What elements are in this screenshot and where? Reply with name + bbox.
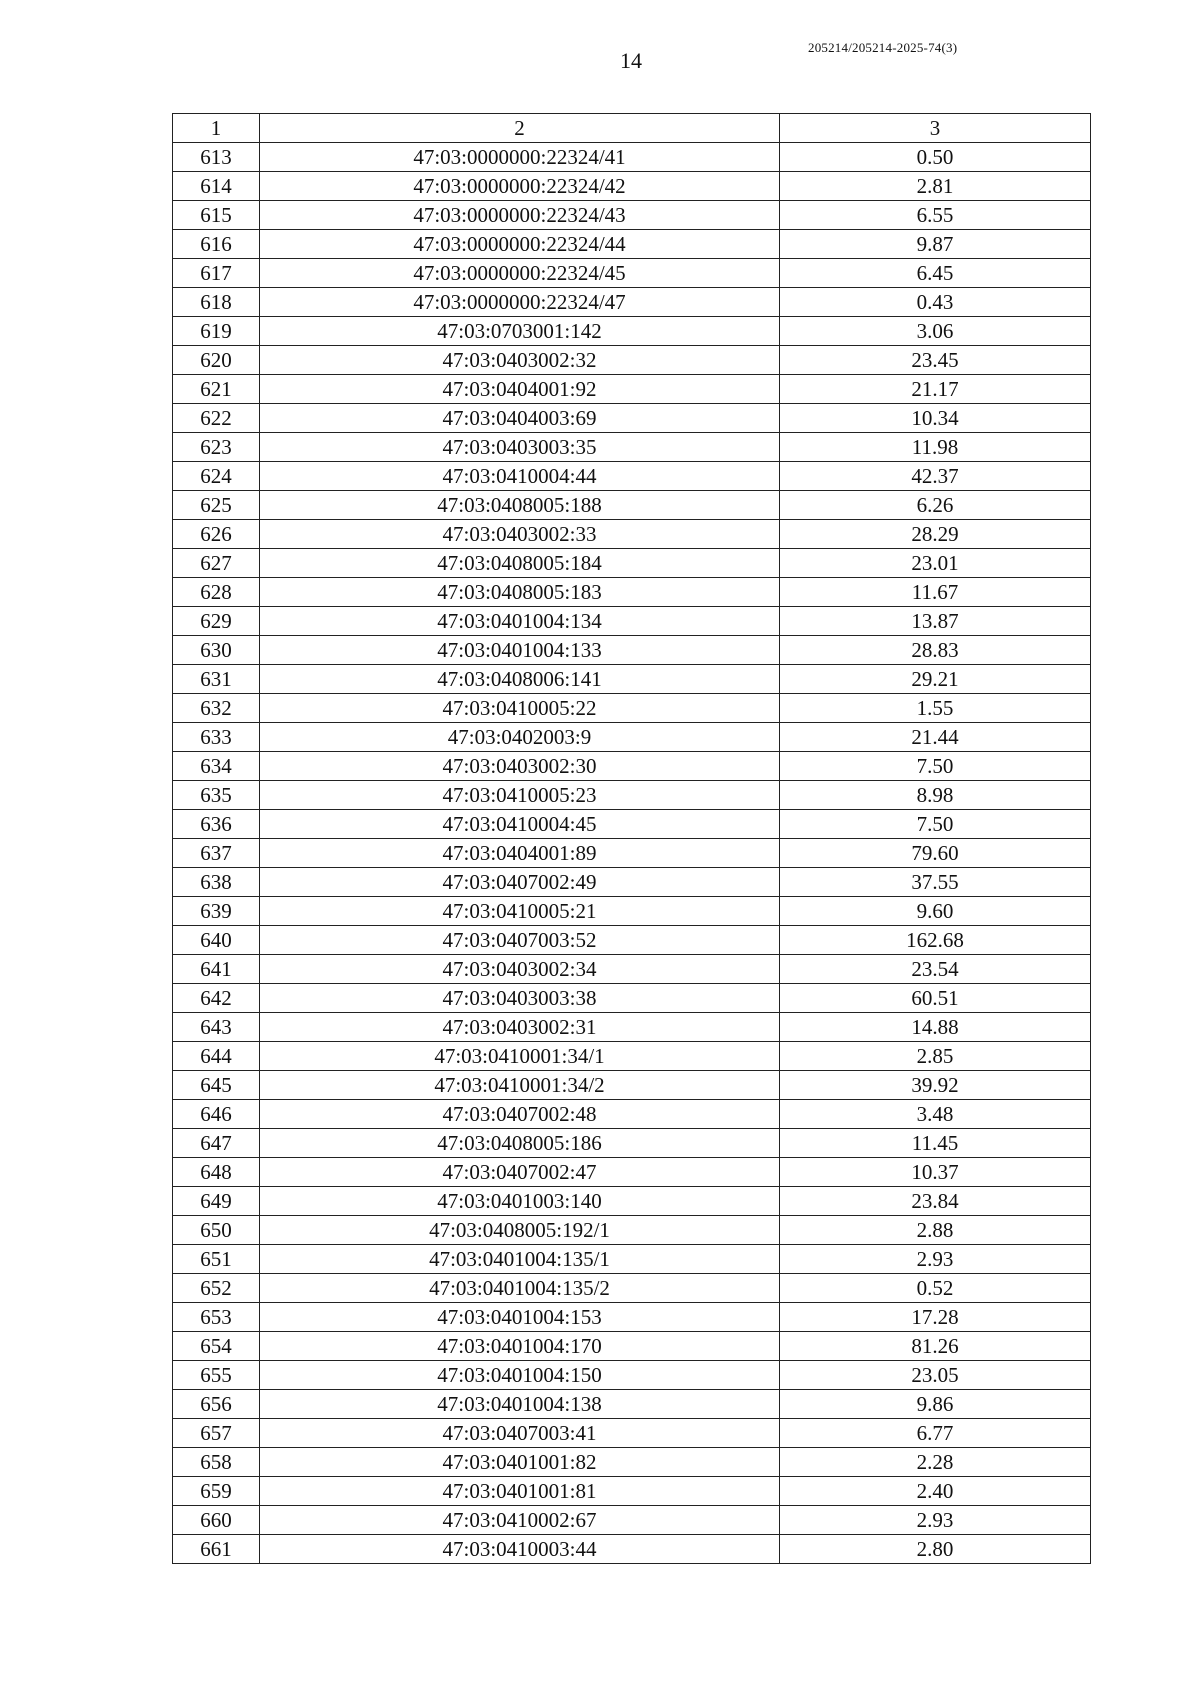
row-number-cell: 629 xyxy=(173,607,260,636)
cadastral-number-cell: 47:03:0402003:9 xyxy=(260,723,780,752)
table-row xyxy=(173,607,1091,636)
document-reference: 205214/205214-2025-74(3) xyxy=(808,40,958,55)
cadastral-number-cell: 47:03:0408005:192/1 xyxy=(260,1216,780,1245)
row-number-cell: 619 xyxy=(173,317,260,346)
row-number-cell: 622 xyxy=(173,404,260,433)
value-cell: 79.60 xyxy=(780,839,1091,868)
row-number-cell: 645 xyxy=(173,1071,260,1100)
cadastral-number-cell: 47:03:0410004:44 xyxy=(260,462,780,491)
value-cell: 14.88 xyxy=(780,1013,1091,1042)
table-row xyxy=(173,636,1091,665)
value-cell: 11.45 xyxy=(780,1129,1091,1158)
table-row xyxy=(173,1245,1091,1274)
value-cell: 10.34 xyxy=(780,404,1091,433)
row-number-cell: 633 xyxy=(173,723,260,752)
value-cell: 0.43 xyxy=(780,288,1091,317)
table-row xyxy=(173,346,1091,375)
row-number-cell: 628 xyxy=(173,578,260,607)
value-cell: 23.45 xyxy=(780,346,1091,375)
cadastral-number-cell: 47:03:0000000:22324/42 xyxy=(260,172,780,201)
table-row xyxy=(173,926,1091,955)
value-cell: 162.68 xyxy=(780,926,1091,955)
cadastral-number-cell: 47:03:0410005:22 xyxy=(260,694,780,723)
row-number-cell: 646 xyxy=(173,1100,260,1129)
cadastral-number-cell: 47:03:0401004:133 xyxy=(260,636,780,665)
table-row xyxy=(173,201,1091,230)
table-body xyxy=(173,143,1091,1564)
cadastral-number-cell: 47:03:0000000:22324/47 xyxy=(260,288,780,317)
column-header-2: 2 xyxy=(260,114,780,143)
cadastral-number-cell: 47:03:0000000:22324/44 xyxy=(260,230,780,259)
table-row xyxy=(173,549,1091,578)
cadastral-number-cell: 47:03:0401003:140 xyxy=(260,1187,780,1216)
cadastral-number-cell: 47:03:0401004:135/1 xyxy=(260,1245,780,1274)
value-cell: 17.28 xyxy=(780,1303,1091,1332)
table-row xyxy=(173,1332,1091,1361)
row-number-cell: 638 xyxy=(173,868,260,897)
table-row xyxy=(173,1303,1091,1332)
value-cell: 0.52 xyxy=(780,1274,1091,1303)
table-row xyxy=(173,172,1091,201)
row-number-cell: 623 xyxy=(173,433,260,462)
row-number-cell: 641 xyxy=(173,955,260,984)
value-cell: 3.06 xyxy=(780,317,1091,346)
cadastral-number-cell: 47:03:0403002:31 xyxy=(260,1013,780,1042)
row-number-cell: 644 xyxy=(173,1042,260,1071)
table-row xyxy=(173,665,1091,694)
row-number-cell: 637 xyxy=(173,839,260,868)
row-number-cell: 647 xyxy=(173,1129,260,1158)
row-number-cell: 617 xyxy=(173,259,260,288)
cadastral-number-cell: 47:03:0403002:30 xyxy=(260,752,780,781)
row-number-cell: 658 xyxy=(173,1448,260,1477)
cadastral-number-cell: 47:03:0404001:92 xyxy=(260,375,780,404)
value-cell: 29.21 xyxy=(780,665,1091,694)
row-number-cell: 659 xyxy=(173,1477,260,1506)
cadastral-number-cell: 47:03:0401001:81 xyxy=(260,1477,780,1506)
table-row xyxy=(173,1042,1091,1071)
value-cell: 37.55 xyxy=(780,868,1091,897)
cadastral-number-cell: 47:03:0410002:67 xyxy=(260,1506,780,1535)
row-number-cell: 624 xyxy=(173,462,260,491)
cadastral-number-cell: 47:03:0407002:49 xyxy=(260,868,780,897)
value-cell: 11.98 xyxy=(780,433,1091,462)
table-row xyxy=(173,143,1091,172)
value-cell: 21.17 xyxy=(780,375,1091,404)
table-row xyxy=(173,1477,1091,1506)
cadastral-number-cell: 47:03:0403002:32 xyxy=(260,346,780,375)
table-row xyxy=(173,1187,1091,1216)
row-number-cell: 640 xyxy=(173,926,260,955)
row-number-cell: 636 xyxy=(173,810,260,839)
cadastral-number-cell: 47:03:0403003:38 xyxy=(260,984,780,1013)
cadastral-number-cell: 47:03:0410005:21 xyxy=(260,897,780,926)
table-row xyxy=(173,984,1091,1013)
cadastral-number-cell: 47:03:0403003:35 xyxy=(260,433,780,462)
row-number-cell: 661 xyxy=(173,1535,260,1564)
value-cell: 2.80 xyxy=(780,1535,1091,1564)
cadastral-number-cell: 47:03:0408005:188 xyxy=(260,491,780,520)
value-cell: 23.84 xyxy=(780,1187,1091,1216)
table-row xyxy=(173,839,1091,868)
table-row xyxy=(173,1158,1091,1187)
value-cell: 13.87 xyxy=(780,607,1091,636)
row-number-cell: 656 xyxy=(173,1390,260,1419)
cadastral-number-cell: 47:03:0403002:34 xyxy=(260,955,780,984)
row-number-cell: 650 xyxy=(173,1216,260,1245)
value-cell: 2.28 xyxy=(780,1448,1091,1477)
row-number-cell: 627 xyxy=(173,549,260,578)
value-cell: 0.50 xyxy=(780,143,1091,172)
table-row xyxy=(173,1013,1091,1042)
cadastral-number-cell: 47:03:0408005:183 xyxy=(260,578,780,607)
value-cell: 9.87 xyxy=(780,230,1091,259)
table-row xyxy=(173,868,1091,897)
row-number-cell: 639 xyxy=(173,897,260,926)
value-cell: 2.93 xyxy=(780,1506,1091,1535)
table-header-row xyxy=(173,114,1091,143)
cadastral-number-cell: 47:03:0407002:48 xyxy=(260,1100,780,1129)
parcel-table xyxy=(172,113,1091,1564)
row-number-cell: 630 xyxy=(173,636,260,665)
value-cell: 11.67 xyxy=(780,578,1091,607)
row-number-cell: 649 xyxy=(173,1187,260,1216)
row-number-cell: 613 xyxy=(173,143,260,172)
cadastral-number-cell: 47:03:0410004:45 xyxy=(260,810,780,839)
page-number: 14 xyxy=(620,48,642,73)
cadastral-number-cell: 47:03:0407003:52 xyxy=(260,926,780,955)
value-cell: 9.60 xyxy=(780,897,1091,926)
table-row xyxy=(173,781,1091,810)
cadastral-number-cell: 47:03:0408005:186 xyxy=(260,1129,780,1158)
cadastral-number-cell: 47:03:0401004:170 xyxy=(260,1332,780,1361)
value-cell: 60.51 xyxy=(780,984,1091,1013)
cadastral-number-cell: 47:03:0404003:69 xyxy=(260,404,780,433)
cadastral-number-cell: 47:03:0410001:34/1 xyxy=(260,1042,780,1071)
table-row xyxy=(173,578,1091,607)
cadastral-number-cell: 47:03:0000000:22324/43 xyxy=(260,201,780,230)
table-row xyxy=(173,230,1091,259)
table-row xyxy=(173,810,1091,839)
table-row xyxy=(173,259,1091,288)
table-row xyxy=(173,1506,1091,1535)
row-number-cell: 642 xyxy=(173,984,260,1013)
cadastral-number-cell: 47:03:0407003:41 xyxy=(260,1419,780,1448)
row-number-cell: 635 xyxy=(173,781,260,810)
value-cell: 9.86 xyxy=(780,1390,1091,1419)
row-number-cell: 616 xyxy=(173,230,260,259)
row-number-cell: 632 xyxy=(173,694,260,723)
cadastral-number-cell: 47:03:0000000:22324/45 xyxy=(260,259,780,288)
table-row xyxy=(173,1361,1091,1390)
row-number-cell: 660 xyxy=(173,1506,260,1535)
column-header-1: 1 xyxy=(173,114,260,143)
cadastral-number-cell: 47:03:0407002:47 xyxy=(260,1158,780,1187)
cadastral-number-cell: 47:03:0410003:44 xyxy=(260,1535,780,1564)
table-row xyxy=(173,520,1091,549)
value-cell: 1.55 xyxy=(780,694,1091,723)
value-cell: 6.55 xyxy=(780,201,1091,230)
value-cell: 10.37 xyxy=(780,1158,1091,1187)
row-number-cell: 614 xyxy=(173,172,260,201)
table-row xyxy=(173,752,1091,781)
value-cell: 21.44 xyxy=(780,723,1091,752)
cadastral-number-cell: 47:03:0401004:153 xyxy=(260,1303,780,1332)
table-row xyxy=(173,462,1091,491)
cadastral-number-cell: 47:03:0401004:135/2 xyxy=(260,1274,780,1303)
row-number-cell: 618 xyxy=(173,288,260,317)
table-row xyxy=(173,1419,1091,1448)
value-cell: 6.45 xyxy=(780,259,1091,288)
value-cell: 2.81 xyxy=(780,172,1091,201)
value-cell: 7.50 xyxy=(780,752,1091,781)
row-number-cell: 648 xyxy=(173,1158,260,1187)
table-row xyxy=(173,897,1091,926)
cadastral-number-cell: 47:03:0403002:33 xyxy=(260,520,780,549)
value-cell: 2.88 xyxy=(780,1216,1091,1245)
table-row xyxy=(173,955,1091,984)
row-number-cell: 620 xyxy=(173,346,260,375)
row-number-cell: 634 xyxy=(173,752,260,781)
row-number-cell: 651 xyxy=(173,1245,260,1274)
row-number-cell: 654 xyxy=(173,1332,260,1361)
row-number-cell: 626 xyxy=(173,520,260,549)
cadastral-number-cell: 47:03:0401004:150 xyxy=(260,1361,780,1390)
table-row xyxy=(173,491,1091,520)
row-number-cell: 643 xyxy=(173,1013,260,1042)
cadastral-number-cell: 47:03:0401004:134 xyxy=(260,607,780,636)
table-row xyxy=(173,1274,1091,1303)
cadastral-number-cell: 47:03:0703001:142 xyxy=(260,317,780,346)
table-row xyxy=(173,433,1091,462)
value-cell: 7.50 xyxy=(780,810,1091,839)
cadastral-number-cell: 47:03:0410001:34/2 xyxy=(260,1071,780,1100)
cadastral-number-cell: 47:03:0404001:89 xyxy=(260,839,780,868)
cadastral-number-cell: 47:03:0000000:22324/41 xyxy=(260,143,780,172)
table-row xyxy=(173,317,1091,346)
table-row xyxy=(173,1390,1091,1419)
value-cell: 23.05 xyxy=(780,1361,1091,1390)
cadastral-number-cell: 47:03:0408005:184 xyxy=(260,549,780,578)
table-row xyxy=(173,1071,1091,1100)
cadastral-number-cell: 47:03:0410005:23 xyxy=(260,781,780,810)
table-row xyxy=(173,404,1091,433)
value-cell: 8.98 xyxy=(780,781,1091,810)
table-row xyxy=(173,375,1091,404)
value-cell: 28.83 xyxy=(780,636,1091,665)
row-number-cell: 653 xyxy=(173,1303,260,1332)
row-number-cell: 631 xyxy=(173,665,260,694)
value-cell: 2.93 xyxy=(780,1245,1091,1274)
value-cell: 42.37 xyxy=(780,462,1091,491)
table-row xyxy=(173,694,1091,723)
table-row xyxy=(173,1129,1091,1158)
value-cell: 23.54 xyxy=(780,955,1091,984)
cadastral-number-cell: 47:03:0401001:82 xyxy=(260,1448,780,1477)
table-row xyxy=(173,1448,1091,1477)
table-row xyxy=(173,1216,1091,1245)
column-header-3: 3 xyxy=(780,114,1091,143)
row-number-cell: 625 xyxy=(173,491,260,520)
row-number-cell: 615 xyxy=(173,201,260,230)
value-cell: 81.26 xyxy=(780,1332,1091,1361)
row-number-cell: 621 xyxy=(173,375,260,404)
cadastral-number-cell: 47:03:0408006:141 xyxy=(260,665,780,694)
value-cell: 28.29 xyxy=(780,520,1091,549)
row-number-cell: 652 xyxy=(173,1274,260,1303)
value-cell: 6.26 xyxy=(780,491,1091,520)
table-row xyxy=(173,723,1091,752)
value-cell: 6.77 xyxy=(780,1419,1091,1448)
table-row xyxy=(173,1100,1091,1129)
value-cell: 3.48 xyxy=(780,1100,1091,1129)
value-cell: 2.85 xyxy=(780,1042,1091,1071)
value-cell: 23.01 xyxy=(780,549,1091,578)
table-row xyxy=(173,1535,1091,1564)
value-cell: 2.40 xyxy=(780,1477,1091,1506)
value-cell: 39.92 xyxy=(780,1071,1091,1100)
row-number-cell: 655 xyxy=(173,1361,260,1390)
row-number-cell: 657 xyxy=(173,1419,260,1448)
table-row xyxy=(173,288,1091,317)
cadastral-number-cell: 47:03:0401004:138 xyxy=(260,1390,780,1419)
